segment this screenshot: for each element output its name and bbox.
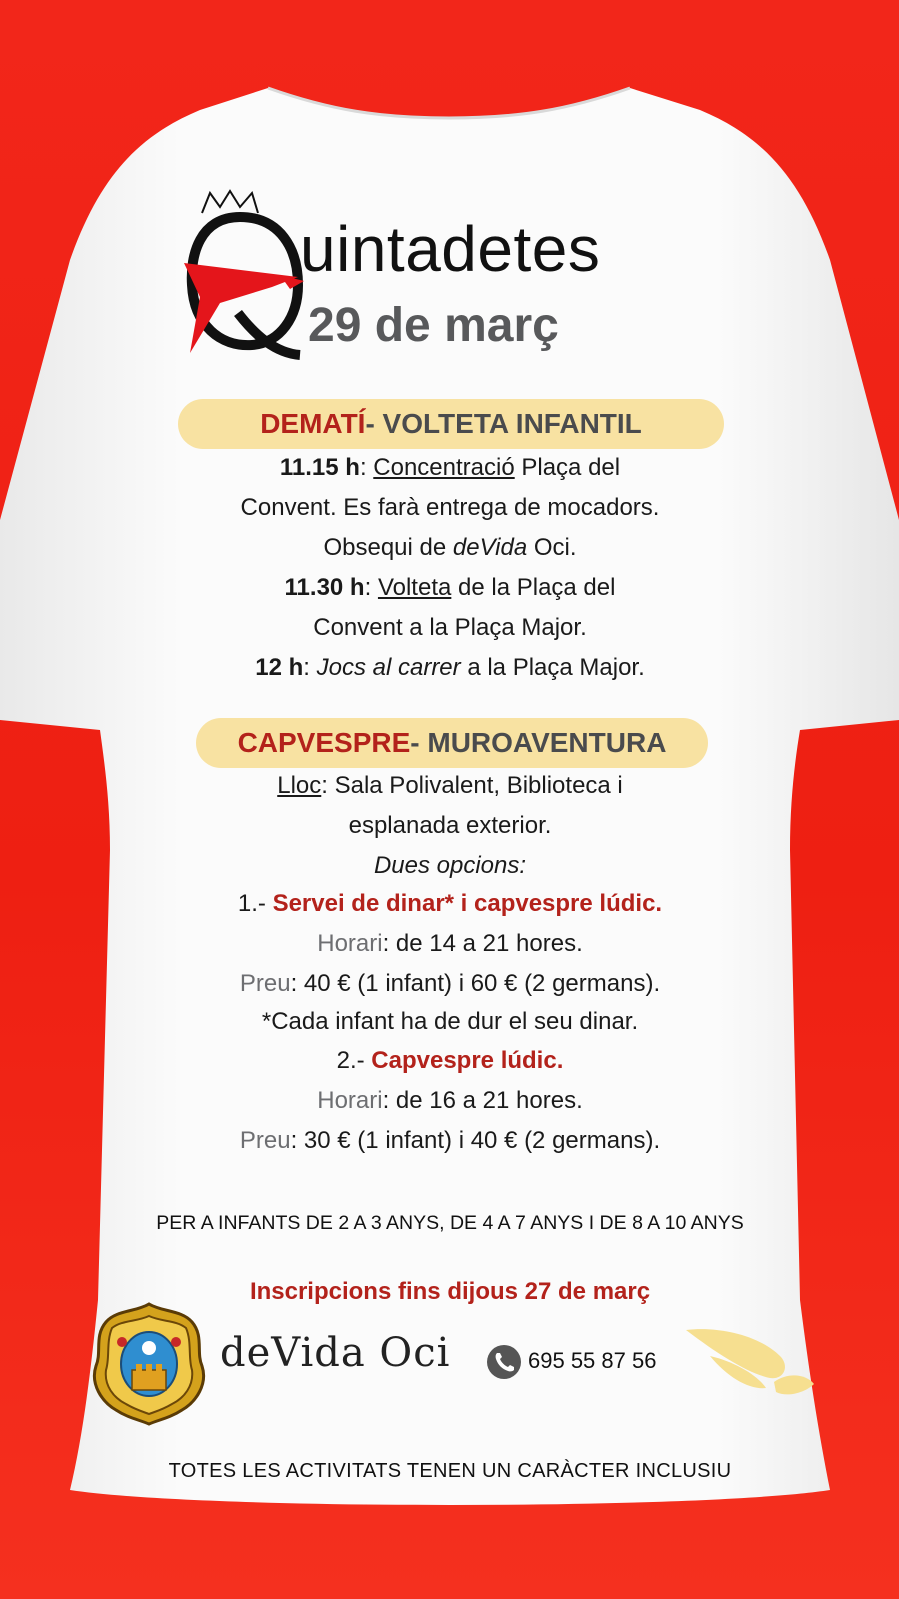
phone-icon [486,1344,522,1380]
option-title: 1.- Servei de dinar* i capvespre lúdic. [237,890,663,917]
info-line: Lloc: Sala Polivalent, Biblioteca i [277,772,623,799]
schedule-line: 11.30 h: Volteta de la Plaça del [284,574,616,601]
quintadetes-logo [180,185,310,365]
age-groups: PER A INFANTS DE 2 A 3 ANYS, DE 4 A 7 ANYS I DE 8 A 10 ANYS [156,1212,744,1234]
registration-deadline: Inscripcions fins dijous 27 de març [249,1278,651,1305]
section-label-rest: - MUROAVENTURA [410,727,667,758]
crown-icon [202,191,258,213]
schedule-line: 11.15 h: Concentració Plaça del [279,454,621,481]
wings-icon [680,1326,820,1406]
phone-number[interactable]: 695 55 87 56 [528,1348,657,1373]
section-label-rest: - VOLTETA INFANTIL [365,408,642,439]
info-line: esplanada exterior. [348,812,552,839]
schedule-line: Convent. Es farà entrega de mocadors. [240,494,660,521]
option-price: Preu: 40 € (1 infant) i 60 € (2 germans). [239,970,661,997]
section-label-red: DEMATÍ [260,408,366,439]
schedule-line: 12 h: Jocs al carrer a la Plaça Major. [255,654,645,681]
option-price: Preu: 30 € (1 infant) i 40 € (2 germans). [239,1127,661,1154]
option-hours: Horari: de 14 a 21 hores. [317,930,583,957]
info-line: Dues opcions: [373,852,527,879]
section-label-red: CAPVESPRE [237,727,411,758]
option-hours: Horari: de 16 a 21 hores. [317,1087,583,1114]
section-header-evening [196,718,708,768]
schedule-line: Obsequi de deVida Oci. [323,534,577,561]
event-date: 29 de març [308,299,559,352]
coat-of-arms-icon [92,1302,206,1426]
section-header-morning [178,399,724,449]
brand-name: deVida Oci [220,1330,451,1376]
schedule-line: Convent a la Plaça Major. [313,614,587,641]
option-title: 2.- Capvespre lúdic. [336,1047,564,1074]
event-title: uintadetes [300,213,601,285]
footer-note: TOTES LES ACTIVITATS TENEN UN CARÀCTER INCLUSIU [168,1460,732,1482]
option-note: *Cada infant ha de dur el seu dinar. [261,1008,639,1035]
